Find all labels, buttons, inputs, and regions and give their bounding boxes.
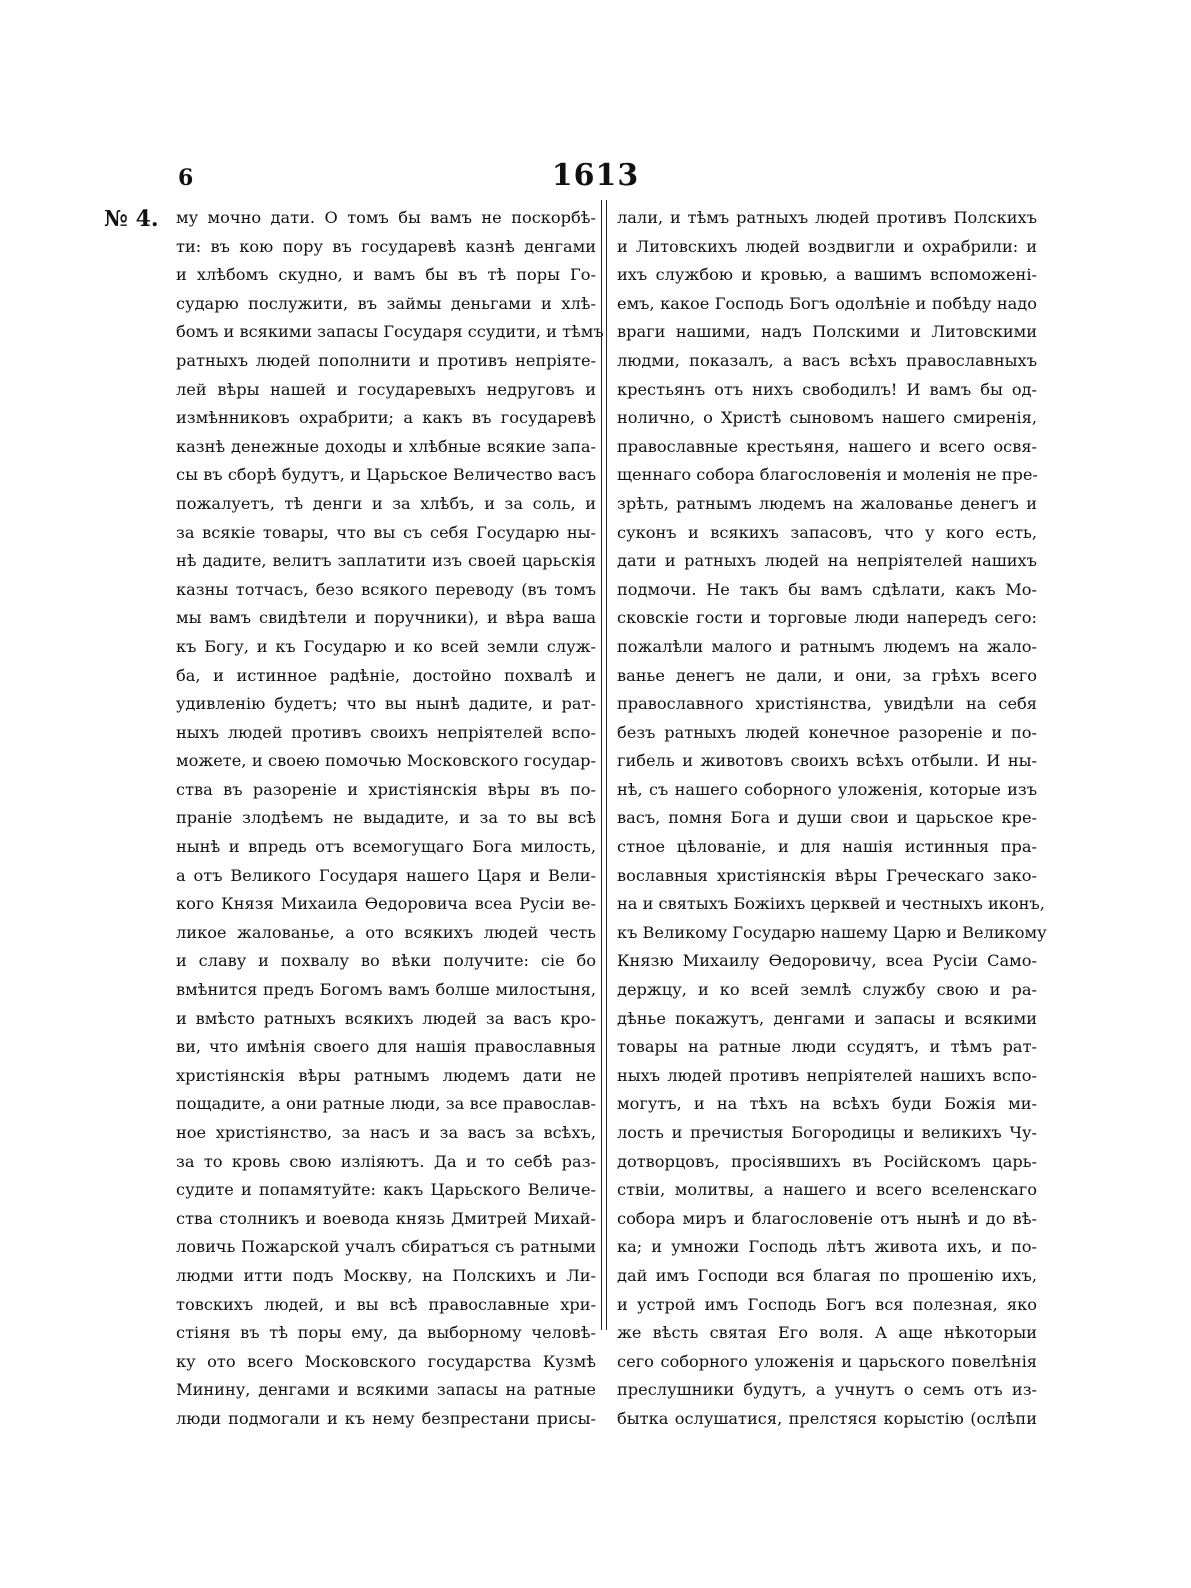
text-line: измѣнниковъ охрабрити; а какъ въ государевѣ bbox=[176, 408, 596, 428]
text-line: лали, и тѣмъ ратныхъ людей противъ Полскихъ bbox=[617, 208, 1037, 227]
text-line: стное цѣлованіе, и для нашія истинныя пра- bbox=[617, 837, 1037, 857]
text-line: зрѣть, ратнымъ людемъ на жалованье денегъ и bbox=[617, 493, 1037, 513]
text-line: стіяня въ тѣ поры ему, да выборному человѣ- bbox=[176, 1323, 596, 1343]
text-line: казнѣ денежные доходы и хлѣбные всякие запа- bbox=[176, 436, 596, 456]
text-line: вославныя христіянскія вѣры Греческаго зако- bbox=[617, 865, 1037, 885]
text-line: ку ото всего Московского государства Кузмѣ bbox=[176, 1351, 596, 1371]
year-heading: 1613 bbox=[551, 158, 640, 193]
text-line: ное христіянство, за насъ и за васъ за всѣхъ, bbox=[176, 1123, 596, 1142]
text-line: Минину, денгами и всякими запасы на ратные bbox=[176, 1380, 596, 1400]
text-line: можете, и своею помочью Московского государ- bbox=[176, 751, 596, 771]
text-line: преслушники будутъ, а учнутъ о семъ отъ из- bbox=[617, 1380, 1037, 1400]
text-line: васъ, помня Бога и души свои и царьское кре- bbox=[617, 808, 1037, 828]
text-line: ба, и истинное радѣніе, достойно похвалѣ и bbox=[176, 665, 596, 685]
right-column bbox=[617, 204, 1047, 1434]
text-line: ихъ службою и кровью, а вашимъ вспоможені- bbox=[617, 265, 1037, 285]
text-line: и хлѣбомъ скудно, и вамъ бы въ тѣ поры Го- bbox=[176, 265, 596, 285]
text-line: за то кровь свою изліяютъ. Да и то себѣ раз- bbox=[176, 1151, 596, 1171]
text-line: ныхъ людей противъ непріятелей нашихъ вспо- bbox=[617, 1065, 1037, 1085]
text-line: за всякіе товары, что вы съ себя Государю ны- bbox=[176, 522, 596, 542]
text-line: товары на ратные люди ссудятъ, и тѣмъ рат- bbox=[617, 1037, 1037, 1057]
text-line: къ Великому Государю нашему Царю и Великому bbox=[617, 922, 1047, 942]
text-line: дѣнье покажутъ, денгами и запасы и всякими bbox=[617, 1008, 1037, 1028]
text-line: лей вѣры нашей и государевыхъ недруговъ и bbox=[176, 379, 596, 399]
text-line: праніе злодѣемъ не выдадите, и за то вы всѣ bbox=[176, 808, 596, 828]
text-line: товскихъ людей, и вы всѣ православные хри- bbox=[176, 1294, 596, 1314]
text-line: нынѣ и впредь отъ всемогущаго Бога милость, bbox=[176, 837, 596, 857]
text-line: нѣ, съ нашего соборного уложенія, которые изъ bbox=[617, 779, 1037, 799]
text-line: ка; и умножи Господь лѣтъ живота ихъ, и по- bbox=[617, 1237, 1037, 1257]
text-line: ныхъ людей противъ своихъ непріятелей вспо- bbox=[176, 722, 596, 742]
left-column bbox=[176, 204, 604, 1434]
text-line: лость и пречистыя Богородицы и великихъ Чу- bbox=[617, 1123, 1037, 1142]
text-line: сего соборного уложенія и царьского повелѣнія bbox=[617, 1351, 1037, 1371]
text-line: и славу и похвалу во вѣки получите: сіе бо bbox=[176, 951, 596, 971]
text-line: щеннаго собора благословенія и моленія не пре- bbox=[617, 465, 1038, 485]
text-line: ванье денегъ не дали, и они, за грѣхъ всего bbox=[617, 665, 1037, 685]
text-line: враги нашими, надъ Полскими и Литовскими bbox=[617, 322, 1037, 342]
text-line: мы вамъ свидѣтели и поручники), и вѣра ваша bbox=[176, 608, 596, 628]
text-line: ратныхъ людей пополнити и противъ непріяте- bbox=[176, 350, 596, 370]
text-line: дати и ратныхъ людей на непріятелей нашихъ bbox=[617, 551, 1037, 571]
text-line: пощадите, а они ратные люди, за все православ- bbox=[176, 1094, 596, 1114]
text-line: дай имъ Господи вся благая по прошенію ихъ, bbox=[617, 1265, 1037, 1285]
text-line: сы въ сборѣ будутъ, и Царьское Величество васъ bbox=[176, 465, 596, 485]
text-line: ти: въ кою пору въ государевѣ казнѣ денгами bbox=[176, 236, 596, 256]
text-line: подмочи. Не такъ бы вамъ сдѣлати, какъ Мо- bbox=[617, 579, 1037, 599]
text-line: бытка ослушатися, прелстяся корыстію (ослѣпи bbox=[617, 1408, 1037, 1428]
text-line: пожалѣли малого и ратнымъ людемъ на жало- bbox=[617, 636, 1037, 656]
column-divider bbox=[601, 200, 607, 1330]
text-line: и вмѣсто ратныхъ всякихъ людей за васъ кро- bbox=[176, 1008, 596, 1028]
text-line: гибель и животовъ своихъ всѣхъ отбыли. И ны- bbox=[617, 751, 1037, 771]
text-line: крестьянъ отъ нихъ свободилъ! И вамъ бы од- bbox=[617, 379, 1037, 399]
text-line: емъ, какое Господь Богъ одолѣніе и побѣду надо bbox=[617, 293, 1037, 313]
text-line: людми итти подъ Москву, на Полскихъ и Ли- bbox=[176, 1265, 596, 1285]
text-line: пожалуетъ, тѣ денги и за хлѣбъ, и за соль, и bbox=[176, 493, 596, 513]
text-line: сударю послужити, въ займы деньгами и хлѣ- bbox=[176, 293, 596, 313]
text-line: ства столникъ и воевода князь Дмитрей Михай- bbox=[176, 1208, 596, 1228]
text-line: удивленію будетъ; что вы нынѣ дадите, и рат- bbox=[176, 694, 596, 714]
text-line: судите и попамятуйте: какъ Царьского Величе- bbox=[176, 1180, 596, 1200]
text-line: православные крестьяня, нашего и всего освя- bbox=[617, 436, 1037, 456]
text-line: православного христіянства, увидѣли на себя bbox=[617, 694, 1037, 714]
text-line: Князю Михаилу Ѳедоровичу, всеа Русіи Само- bbox=[617, 951, 1037, 971]
text-line: христіянскія вѣры ратнымъ людемъ дати не bbox=[176, 1065, 596, 1085]
text-line: а отъ Великого Государя нашего Царя и Вели- bbox=[176, 865, 596, 885]
text-line: къ Богу, и къ Государю и ко всей земли служ- bbox=[176, 636, 596, 656]
page-number: 6 bbox=[178, 165, 194, 191]
text-line: ства въ разореніе и христіянскія вѣры въ по- bbox=[176, 779, 596, 799]
text-line: бомъ и всякими запасы Государя ссудити, и тѣмъ bbox=[176, 322, 604, 342]
text-line: собора миръ и благословеніе отъ нынѣ и до вѣ- bbox=[617, 1208, 1037, 1228]
text-line: люди подмогали и къ нему безпрестани присы- bbox=[176, 1408, 596, 1428]
text-line: дотворцовъ, просіявшихъ въ Російскомъ царь- bbox=[617, 1151, 1037, 1171]
text-line: нолично, о Христѣ сыновомъ нашего смиренія, bbox=[617, 408, 1037, 428]
text-line: нѣ дадите, велитъ заплатити изъ своей царьскія bbox=[176, 551, 596, 571]
text-line: казны тотчасъ, безо всякого переводу (въ томъ bbox=[176, 579, 596, 599]
text-line: ликое жалованье, а ото всякихъ людей честь bbox=[176, 922, 596, 942]
text-line: могутъ, и на тѣхъ на всѣхъ буди Божія ми- bbox=[617, 1094, 1037, 1114]
text-line: ловичь Пожарской учалъ сбиратъся съ ратными bbox=[176, 1237, 596, 1257]
text-line: вмѣнится предъ Богомъ вамъ болше милостыня, bbox=[176, 980, 596, 1000]
text-line: на и святыхъ Божіихъ церквей и честныхъ иконъ, bbox=[617, 894, 1045, 914]
text-line: кого Князя Михаила Ѳедоровича всеа Русіи ве- bbox=[176, 894, 596, 914]
text-line: сковскіе гости и торговые люди напередъ сего: bbox=[617, 608, 1037, 628]
document-number: № 4. bbox=[104, 206, 159, 232]
text-line: и Литовскихъ людей воздвигли и охрабрили: и bbox=[617, 236, 1037, 256]
text-line: суконъ и всякихъ запасовъ, что у кого есть, bbox=[617, 522, 1037, 542]
text-line: му мочно дати. О томъ бы вамъ не поскорбѣ- bbox=[176, 208, 596, 227]
text-line: ствіи, молитвы, а нашего и всего вселенскаго bbox=[617, 1180, 1037, 1200]
text-line: людми, показалъ, а васъ всѣхъ православныхъ bbox=[617, 350, 1037, 370]
text-line: и устрой имъ Господь Богъ вся полезная, яко bbox=[617, 1294, 1037, 1314]
text-line: ви, что имѣнія своего для нашія православныя bbox=[176, 1037, 596, 1057]
text-line: же вѣсть святая Его воля. А аще нѣкоторыи bbox=[617, 1323, 1037, 1343]
text-line: держцу, и ко всей землѣ службу свою и ра- bbox=[617, 980, 1037, 1000]
text-line: безъ ратныхъ людей конечное разореніе и по- bbox=[617, 722, 1037, 742]
